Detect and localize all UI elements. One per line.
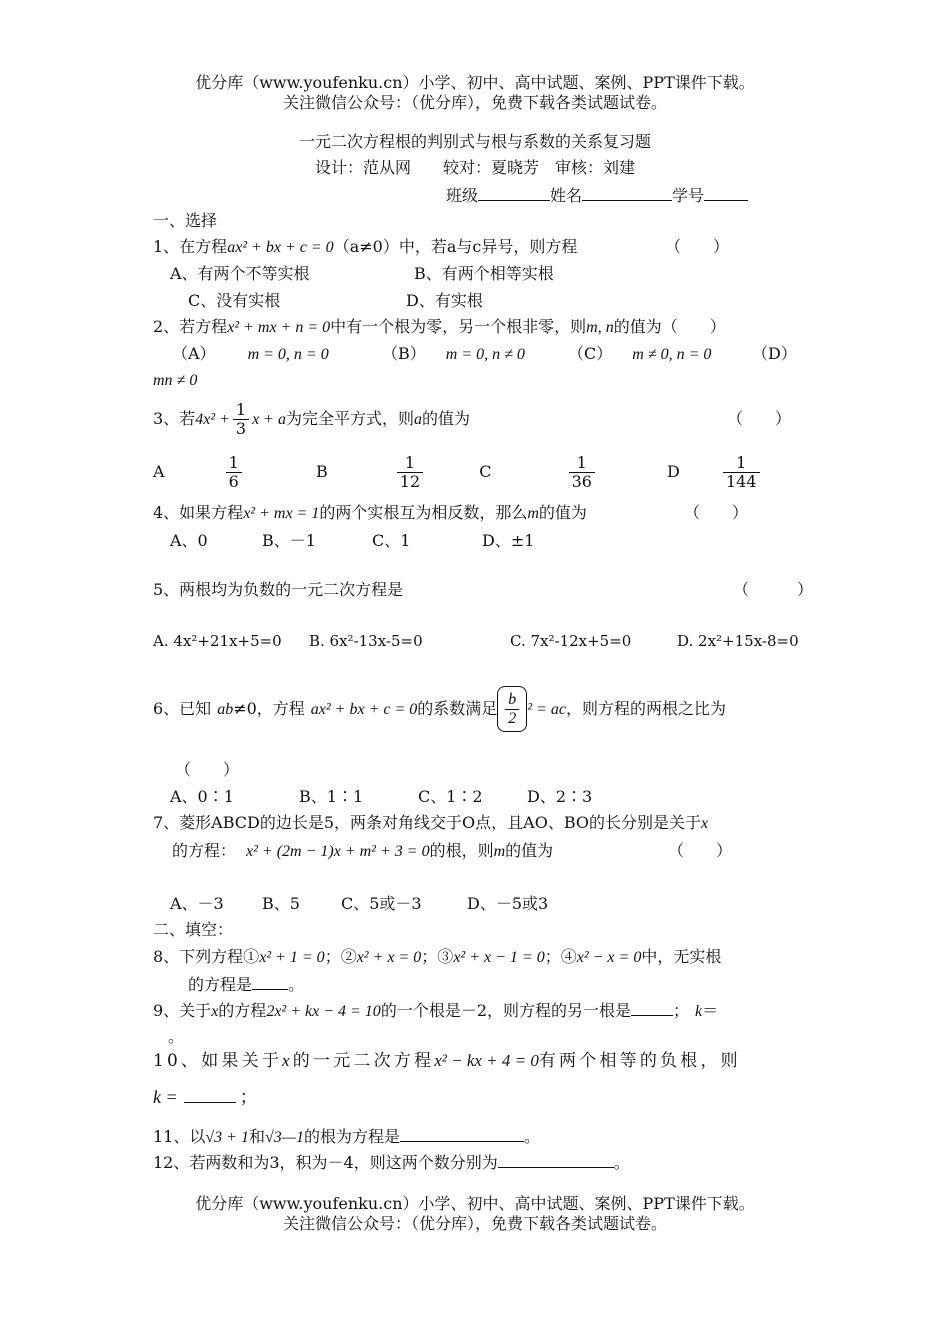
q7-var: m [493,843,506,860]
question-11 [153,1125,540,1149]
q7-option-b: B、5 [262,894,300,913]
credits: 设计：范从网 较对：夏晓芳 审核：刘建 [314,158,635,177]
id-label: 学号 [672,186,705,205]
q12-end: 。 [613,1153,630,1172]
question-4 [153,502,587,525]
q10-suffix: 有两个相等的负根，则 [538,1051,741,1071]
section-fill: 二、填空： [153,920,234,939]
q1-option-b: B、有两个相等实根 [414,264,554,283]
q7-option-d: D、－5或3 [467,894,549,913]
section-choice: 一、选择 [153,211,218,230]
q1-prefix: 1、在方程 [153,237,228,256]
q3-frac-num: 1 [233,401,249,420]
q10-prefix: 10、如果关于 [153,1051,283,1071]
q4-suffix: 的值为 [538,503,587,522]
q2-vars: m, n [586,319,614,336]
q3-eq-b: x + a [252,411,286,428]
q2-option-a [172,343,329,366]
q6-parenthesis [497,686,527,732]
name-label: 姓名 [550,186,583,205]
q1-answer-paren[interactable]: （ ） [665,237,730,256]
question-9 [153,999,718,1023]
header-line-2: 关注微信公众号：（优分库），免费下载各类试题试卷。 [282,93,667,112]
q4-var: m [527,505,539,522]
q4-option-a: A、0 [170,531,208,550]
q8-sep-3: ；③ [421,947,454,966]
q11-and: 和 [248,1127,265,1146]
q8-sep-4: ；④ [544,947,577,966]
q2-option-b-label: （B） [382,344,426,363]
q7-option-a: A、－3 [170,894,224,913]
q5-answer-paren[interactable]: （ ） [733,580,814,599]
q8-answer-blank[interactable] [252,973,288,990]
q4-option-c: C、1 [372,531,411,550]
q1-option-a: A、有两个不等实根 [170,264,310,283]
q11-end: 。 [524,1127,541,1146]
q8-suffix: 中，无实根 [641,947,722,966]
question-3 [153,398,470,441]
q8-equation-4: x² − x = 0 [576,949,642,966]
q6-suffix: ，则方程的两根之比为 [566,699,727,718]
q8-line-2-text: 的方程是 [188,975,253,994]
q5-option-a: A. 4x²+21x+5=0 [153,632,282,650]
q2-option-d-value: mn ≠ 0 [153,372,198,389]
question-5: 5、两根均为负数的一元二次方程是 [153,580,404,599]
q2-option-a-value: m = 0, n = 0 [247,346,329,363]
q2-option-b-value: m = 0, n ≠ 0 [445,346,525,363]
q2-suffix: 的值为（ ） [613,317,726,336]
q9-var: x [211,1003,219,1020]
q8-prefix: 8、下列方程① [153,947,260,966]
q7-option-c: C、5或－3 [341,894,422,913]
q3-option-b-frac [397,454,423,491]
student-info [446,184,748,207]
q6-answer-paren[interactable]: （ ） [175,760,240,779]
q3-options [153,452,763,492]
q6-fraction [505,691,519,728]
name-blank[interactable] [582,184,672,201]
q9-equals: ＝ [702,1001,719,1020]
q3-text: 为完全平方式，则 [285,409,414,428]
q6-condition-text: ≠0，方程 [233,699,305,718]
q8-line-2-end: 。 [288,975,305,994]
q3-prefix: 3、若 [153,409,196,428]
q2-prefix: 2、若方程 [153,317,228,336]
q2-option-c-label: （C） [568,344,613,363]
q10-end: ； [239,1087,258,1108]
q6-equation: ax² + bx + c = 0 [310,701,418,718]
q2-text: 中有一个根为零，另一个根非零，则 [330,317,587,336]
q6-prefix: 6、已知 [153,699,212,718]
q2-option-b [382,343,525,366]
q9-prefix: 9、关于 [153,1001,212,1020]
q6-option-a: A、0∶1 [170,787,234,806]
q1-option-d: D、有实根 [406,291,483,310]
q3-option-c-den: 36 [571,472,592,491]
q6-condition: ab [217,701,234,718]
class-label: 班级 [446,186,479,205]
q9-separator: ； [673,1001,690,1020]
q4-option-d: D、±1 [482,531,535,550]
q12-text: 12、若两数和为3，积为－4，则这两个数分别为 [153,1153,498,1172]
q7-text: 的根，则 [429,841,494,860]
q6-frac-den: 2 [508,710,517,727]
q3-suffix: 的值为 [422,409,471,428]
q9-suffix: 的一个根是－2，则方程的另一根是 [380,1001,631,1020]
page-title: 一元二次方程根的判别式与根与系数的关系复习题 [298,132,651,151]
q7-var-x: x [701,815,709,832]
question-1 [153,236,577,259]
question-8 [153,946,721,969]
q1-text: （a≠0）中，若a与c异号，则方程 [333,237,578,256]
q9-text: 的方程 [218,1001,267,1020]
q3-frac-den: 3 [235,419,247,438]
q6-option-b: B、1∶1 [299,787,364,806]
q1-equation: ax² + bx + c = 0 [227,239,334,256]
q2-equation: x² + mx + n = 0 [227,319,331,336]
q8-equation-2: x² + x = 0 [356,949,422,966]
q3-option-c-num: 1 [569,454,595,473]
question-6 [153,686,726,732]
q8-line-2 [188,973,304,996]
class-blank[interactable] [478,184,550,201]
q4-text: 的两个实根互为相反数，那么 [319,503,528,522]
q11-answer-blank[interactable] [400,1125,524,1142]
q11-root-1: √3 + 1 [205,1129,249,1146]
q3-option-a-label: A [153,462,165,481]
q10-answer-blank[interactable] [184,1086,236,1103]
q9-root-blank[interactable] [631,999,673,1016]
q9-k: k [695,1003,703,1020]
q3-option-c-label: C [479,462,492,481]
q2-option-c [568,343,711,366]
q11-suffix: 的根为方程是 [303,1127,400,1146]
q8-equation-3: x² + x − 1 = 0 [453,949,545,966]
q9-end: 。 [168,1027,185,1046]
q3-fraction [233,401,249,438]
q7-line-2 [172,840,553,863]
q5-option-d: D. 2x²+15x-8=0 [677,632,799,650]
q6-text: 的系数满足 [417,699,498,718]
q7-suffix: 的值为 [505,841,554,860]
q2-option-c-value: m ≠ 0, n = 0 [632,346,712,363]
q6-frac-num: b [505,691,519,710]
q3-option-d-label: D [667,462,680,481]
q4-answer-paren[interactable]: （ ） [684,503,749,522]
q3-option-a-frac [226,454,242,491]
q3-option-c-frac [569,454,595,491]
q5-option-c: C. 7x²-12x+5=0 [510,632,632,650]
q4-equation: x² + mx = 1 [243,505,320,522]
q3-option-a-num: 1 [226,454,242,473]
q3-var: a [414,411,422,428]
q11-prefix: 11、以 [153,1127,206,1146]
header-line-1: 优分库（www.youfenku.cn）小学、初中、高中试题、案例、PPT课件下载。 [195,73,755,92]
q7-line-1: 7、菱形ABCD的边长是5，两条对角线交于O点，且AO、BO的长分别是关于 [153,813,702,832]
footer-line-1: 优分库（www.youfenku.cn）小学、初中、高中试题、案例、PPT课件下载。 [195,1194,755,1213]
q2-option-a-label: （A） [172,344,216,363]
q10-line-2 [153,1086,258,1109]
q3-answer-paren[interactable]: （ ） [727,409,792,428]
q3-option-d-frac [723,454,760,491]
q2-option-d-label: （D） [752,344,797,363]
question-7 [153,812,708,835]
q8-sep-2: ；② [324,947,357,966]
footer-line-2: 关注微信公众号：（优分库），免费下载各类试题试卷。 [282,1214,667,1233]
question-12 [153,1151,630,1174]
q3-option-b-den: 12 [399,472,421,491]
q7-line-2-prefix: 的方程： [172,841,237,860]
id-blank[interactable] [704,184,748,201]
q1-option-c: C、没有实根 [188,291,281,310]
q9-equation: 2x² + kx − 4 = 10 [266,1003,381,1020]
q6-option-d: D、2∶3 [527,787,593,806]
q7-answer-paren[interactable]: （ ） [668,841,733,860]
q10-equation: x² − kx + 4 = 0 [434,1051,539,1070]
q12-answer-blank[interactable] [498,1151,614,1168]
q11-root-2: √3—1 [264,1129,304,1146]
q3-option-b-num: 1 [397,454,423,473]
q3-option-a-den: 6 [228,472,239,491]
q6-equation-2: ² = ac [527,701,566,718]
q5-option-b: B. 6x²-13x-5=0 [309,632,423,650]
q6-option-c: C、1∶2 [418,787,483,806]
q3-option-d-den: 144 [725,472,757,491]
q3-option-d-num: 1 [723,454,760,473]
q7-equation: x² + (2m − 1)x + m² + 3 = 0 [246,843,430,860]
q10-text: 的一元二次方程 [292,1051,435,1071]
question-10 [153,1050,741,1072]
q8-equation-1: x² + 1 = 0 [259,949,325,966]
q4-option-b: B、－1 [262,531,316,550]
question-2 [153,316,726,339]
q10-var: x [282,1051,293,1070]
q3-eq-a: 4x² + [195,411,230,428]
q10-k: k = [153,1087,178,1107]
q3-option-b-label: B [315,462,328,481]
q4-prefix: 4、如果方程 [153,503,244,522]
